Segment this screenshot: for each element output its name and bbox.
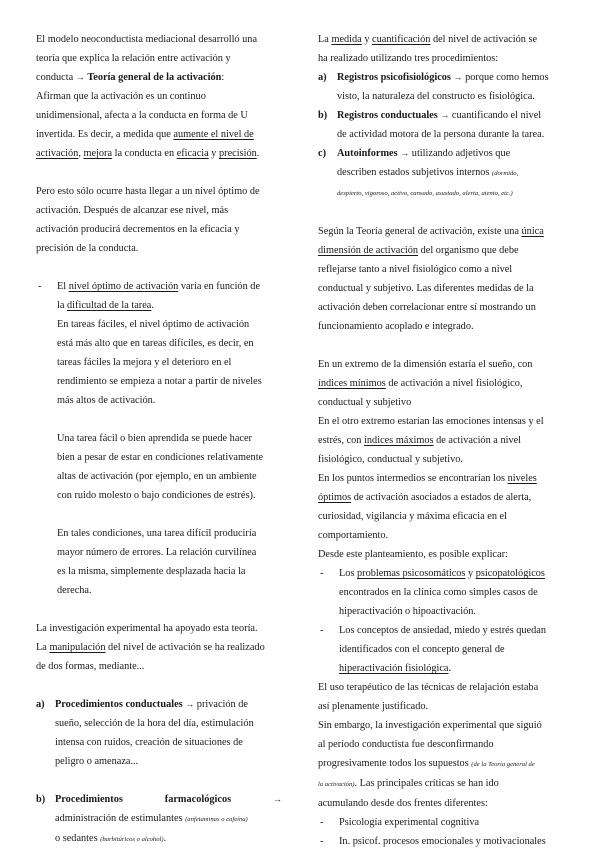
dash-marker: - bbox=[320, 568, 324, 579]
paragraph-critique bbox=[318, 678, 564, 813]
text-line: así plenamente justificado. bbox=[318, 701, 429, 712]
text-line: fisiológico, conductual y subjetivo. bbox=[318, 454, 463, 465]
text-line: En el otro extremo estarían las emociones intensas y el bbox=[318, 416, 544, 427]
text-line: reflejarse tanto a nivel fisiológico como a nivel bbox=[318, 264, 513, 275]
text-line: hiperactivación o hipoactivación. bbox=[339, 606, 476, 617]
text-line: altas de activación (por ejemplo, en un ambiente bbox=[57, 471, 257, 482]
text-line: dimensión de activación del organismo que debe bbox=[318, 245, 519, 256]
paragraph-measure bbox=[318, 30, 564, 68]
text-line: despierto, vigoroso, activo, cansado, asustado, alerta, atento, etc.) bbox=[337, 190, 513, 197]
text-line: con ruido molesto o bajo condiciones de estrés). bbox=[57, 490, 256, 501]
text-line: mayor número de errores. La relación curvilínea bbox=[57, 547, 257, 558]
text-line: La investigación experimental ha apoyado esta teoría. bbox=[36, 623, 258, 634]
text-line: Según la Teoría general de activación, existe una única bbox=[318, 226, 544, 237]
text-line: curiosidad, vigilancia y máxima eficacia en el bbox=[318, 511, 507, 522]
list-item-a bbox=[36, 695, 282, 771]
text-line: intensa con ruidos, creación de situaciones de bbox=[55, 737, 243, 748]
text-line: Procedimientos farmacológicos → bbox=[55, 790, 282, 809]
text-line: Afirman que la activación es un continuo bbox=[36, 91, 206, 102]
text-line: Una tarea fácil o bien aprendida se puede hacer bbox=[57, 433, 252, 444]
text-line: de dos formas, mediante... bbox=[36, 661, 145, 672]
paragraph-intro bbox=[36, 30, 282, 163]
text-line: conducta → Teoría general de la activación: bbox=[36, 72, 225, 83]
item-label: a) bbox=[36, 699, 45, 710]
text-line: activación deben correlacionar entre sí mostrando un bbox=[318, 302, 536, 313]
text-line: la activación). Las principales críticas se han ido bbox=[318, 778, 499, 789]
text-line: Sin embargo, la investigación experimental que siguió bbox=[318, 720, 542, 731]
text-line: Pero esto sólo ocurre hasta llegar a un nivel óptimo de bbox=[36, 186, 260, 197]
text-line: estrés, con índices máximos de activación a nivel bbox=[318, 435, 522, 446]
arrow-icon: → bbox=[75, 72, 85, 82]
text-line: precisión de la conducta. bbox=[36, 243, 139, 254]
text-line: identificados con el concepto general de bbox=[339, 644, 505, 655]
paragraph-research bbox=[36, 619, 282, 676]
theory-title: Teoría general de la activación bbox=[87, 72, 222, 83]
text-line: teoría que explica la relación entre activación y bbox=[36, 53, 231, 64]
text-line: de actividad motora de la persona durante la tarea. bbox=[337, 129, 545, 140]
item-label: a) bbox=[318, 72, 327, 83]
text-line: La manipulación del nivel de activación se ha realizado bbox=[36, 642, 265, 653]
text-line: al período conductista fue desconfirmando bbox=[318, 739, 494, 750]
text-line: Procedimientos conductuales → privación de bbox=[55, 699, 248, 710]
list-item bbox=[36, 277, 282, 600]
list-item bbox=[318, 564, 564, 621]
arrow-icon: → bbox=[453, 72, 463, 82]
list-item-c bbox=[318, 144, 564, 203]
text-line: conductual y subjetivo bbox=[318, 397, 412, 408]
text-line: El modelo neoconductista mediacional desarrolló una bbox=[36, 34, 258, 45]
arrow-icon: → bbox=[400, 148, 410, 158]
paragraph-extremes bbox=[318, 355, 564, 564]
text-line: Psicología experimental cognitiva bbox=[339, 817, 480, 828]
text-line: En tareas fáciles, el nivel óptimo de activación bbox=[57, 319, 250, 330]
item-label: c) bbox=[318, 148, 326, 159]
arrow-icon: → bbox=[185, 699, 195, 709]
arrow-icon: → bbox=[440, 110, 450, 120]
list-item bbox=[318, 832, 564, 851]
list-item bbox=[318, 621, 564, 678]
text-line: Desde este planteamiento, es posible explicar: bbox=[318, 549, 508, 560]
text-line: describen estados subjetivos internos (dormido, bbox=[337, 167, 519, 178]
text-line: In. psicof. procesos emocionales y motivacionales bbox=[339, 836, 546, 847]
text-line: Los conceptos de ansiedad, miedo y estrés quedan bbox=[339, 625, 547, 636]
text-line: ha realizado utilizando tres procedimientos: bbox=[318, 53, 499, 64]
arrow-icon: → bbox=[273, 794, 282, 804]
text-line: peligro o amenaza... bbox=[55, 756, 139, 767]
text-line: unidimensional, afecta a la conducta en forma de U bbox=[36, 110, 248, 121]
text-line: derecha. bbox=[57, 585, 92, 596]
text-line: En un extremo de la dimensión estaría el sueño, con bbox=[318, 359, 533, 370]
dash-marker: - bbox=[320, 625, 324, 636]
text-line: visto, la naturaleza del constructo es fisiológica. bbox=[337, 91, 535, 102]
text-line: progresivamente todos los supuestos (de la Teoría general de bbox=[318, 758, 535, 769]
text-line: activación producirá decrementos en la eficacia y bbox=[36, 224, 240, 235]
text-line: invertida. Es decir, a medida que aumente el nivel de bbox=[36, 129, 254, 140]
text-line: funcionamiento acoplado e integrado. bbox=[318, 321, 474, 332]
dash-marker: - bbox=[38, 281, 42, 292]
text-line: sueño, selección de la hora del día, estimulación bbox=[55, 718, 254, 729]
text-line: bien a pesar de estar en condiciones relativamente bbox=[57, 452, 264, 463]
text-line: es la misma, simplemente desplazada hacia la bbox=[57, 566, 246, 577]
paragraph-dimension bbox=[318, 222, 564, 336]
text-line: Registros conductuales → cuantificando el nivel bbox=[337, 110, 542, 121]
text-line: El uso terapéutico de las técnicas de relajación estaba bbox=[318, 682, 539, 693]
dash-marker: - bbox=[320, 836, 324, 847]
text-line: comportamiento. bbox=[318, 530, 389, 541]
list-item-b bbox=[318, 106, 564, 144]
text-line: activación. Después de alcanzar ese nivel, más bbox=[36, 205, 229, 216]
text-line: Los problemas psicosomáticos y psicopatológicos bbox=[339, 568, 545, 579]
text-line: rendimiento se empieza a notar a partir de niveles bbox=[57, 376, 262, 387]
dash-marker: - bbox=[320, 817, 324, 828]
text-line: acumulando desde dos frentes diferentes: bbox=[318, 798, 488, 809]
list-item-a bbox=[318, 68, 564, 106]
paragraph-optimal bbox=[36, 182, 282, 258]
text-line: índices mínimos de activación a nivel fisiológico, bbox=[318, 378, 523, 389]
text-line: El nivel óptimo de activación varía en función de bbox=[57, 281, 261, 292]
text-line: encontrados en la clínica como simples casos de bbox=[339, 587, 538, 598]
text-line: activación, mejora la conducta en eficacia y precisión. bbox=[36, 148, 260, 159]
right-column bbox=[318, 30, 564, 851]
left-column bbox=[36, 30, 282, 849]
text-line: está más alto que en tareas difíciles, es decir, en bbox=[57, 338, 254, 349]
text-line: Autoinformes → utilizando adjetivos que bbox=[337, 148, 511, 159]
text-line: hiperactivación fisiológica. bbox=[339, 663, 452, 674]
text-line: Registros psicofisiológicos → porque como hemos bbox=[337, 72, 549, 83]
text-line: administración de estimulantes (anfetaminas o cafeína) bbox=[55, 813, 248, 824]
text-line: tareas fáciles la mejora y el deterioro en el bbox=[57, 357, 232, 368]
item-label: b) bbox=[36, 794, 46, 805]
text-line: En los puntos intermedios se encontrarían los niveles bbox=[318, 473, 537, 484]
text-line: la dificultad de la tarea. bbox=[57, 300, 154, 311]
text-line: o sedantes (barbitúricos o alcohol). bbox=[55, 833, 167, 844]
text-line: óptimos de activación asociados a estados de alerta, bbox=[318, 492, 532, 503]
text-line: conductual y subjetivo. Las diferentes medidas de la bbox=[318, 283, 534, 294]
text-line: En tales condiciones, una tarea difícil produciría bbox=[57, 528, 257, 539]
text-line: La medida y cuantificación del nivel de activación se bbox=[318, 34, 538, 45]
list-item bbox=[318, 813, 564, 832]
list-item-b bbox=[36, 790, 282, 849]
item-label: b) bbox=[318, 110, 328, 121]
text-line: más altos de activación. bbox=[57, 395, 156, 406]
